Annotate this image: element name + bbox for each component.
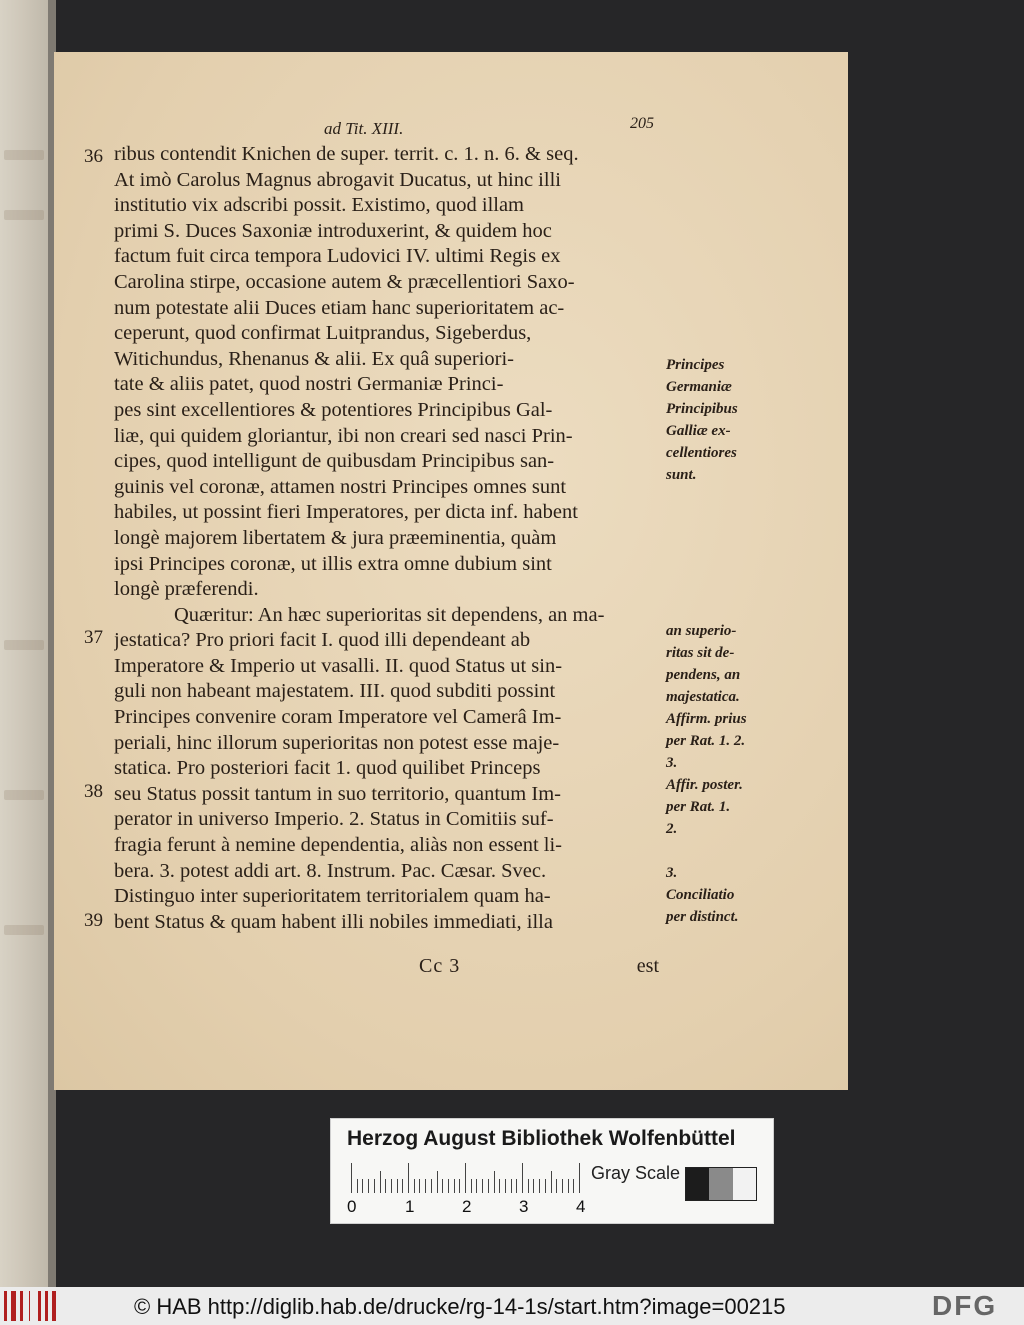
barcode-stripe bbox=[11, 1291, 16, 1321]
barcode-stripe bbox=[38, 1291, 41, 1321]
barcode-icon bbox=[4, 1291, 48, 1321]
margin-note-line: pendens, an bbox=[666, 667, 741, 683]
swatch-dark bbox=[686, 1168, 709, 1200]
swatch-light bbox=[733, 1168, 756, 1200]
margin-note-line: Galliæ ex- bbox=[666, 423, 731, 439]
margin-note-line: 3. bbox=[666, 755, 678, 771]
ruler-tick bbox=[437, 1171, 438, 1193]
scale-ruler bbox=[351, 1163, 581, 1193]
text-line: perator in universo Imperio. 2. Status in Comitiis suf- bbox=[114, 808, 554, 831]
text-line: habiles, ut possint fieri Imperatores, per dicta inf. habent bbox=[114, 501, 578, 524]
margin-note-line: Affir. poster. bbox=[666, 777, 743, 793]
ruler-tick bbox=[505, 1179, 506, 1193]
dfg-logo: DFG bbox=[932, 1290, 998, 1321]
scale-number: 1 bbox=[405, 1197, 415, 1216]
main-text-block bbox=[114, 142, 659, 935]
margin-note-line: cellentiores bbox=[666, 445, 737, 461]
line-number: 38 bbox=[84, 781, 103, 802]
ruler-tick bbox=[482, 1179, 483, 1193]
text-line: Witichundus, Rhenanus & alii. Ex quâ superiori- bbox=[114, 347, 514, 370]
catchword: est bbox=[636, 955, 659, 977]
text-line: guinis vel coronæ, attamen nostri Principes omnes sunt bbox=[114, 475, 567, 498]
ruler-tick bbox=[408, 1163, 409, 1193]
margin-note-line: an superio- bbox=[666, 623, 737, 639]
text-line: fragia ferunt à nemine dependentia, aliàs non essent li- bbox=[114, 834, 562, 857]
text-line: ipsi Principes coronæ, ut illis extra omne dubium sint bbox=[114, 552, 552, 575]
ruler-tick bbox=[511, 1179, 512, 1193]
page-number: 205 bbox=[630, 115, 654, 132]
text-line: longè præferendi. bbox=[114, 578, 259, 601]
signature-mark: Cc 3 bbox=[419, 955, 461, 977]
text-line: ribus contendit Knichen de super. territ. c. 1. n. 6. & seq. bbox=[114, 143, 579, 165]
bleed-through-mark bbox=[4, 150, 44, 160]
ruler-tick bbox=[414, 1179, 415, 1193]
book-page bbox=[54, 52, 848, 1090]
ruler-tick bbox=[545, 1179, 546, 1193]
ruler-tick bbox=[380, 1171, 381, 1193]
gray-scale-swatches bbox=[685, 1167, 757, 1201]
margin-note-line: Conciliatio bbox=[666, 887, 735, 903]
text-line: num potestate alii Duces etiam hanc superioritatem ac- bbox=[114, 296, 565, 319]
facing-page-edge bbox=[0, 0, 52, 1287]
text-line: liæ, qui quidem gloriantur, ibi non creari sed nasci Prin- bbox=[114, 424, 573, 447]
copyright-url[interactable]: © HAB http://diglib.hab.de/drucke/rg-14-1s/start.htm?image=00215 bbox=[134, 1294, 786, 1319]
margin-note-line: 2. bbox=[666, 821, 678, 837]
library-name: Herzog August Bibliothek Wolfenbüttel bbox=[347, 1127, 736, 1150]
bleed-through-mark bbox=[4, 640, 44, 650]
margin-note-line: majestatica. bbox=[666, 689, 740, 705]
barcode-stripe bbox=[52, 1291, 57, 1321]
ruler-tick bbox=[533, 1179, 534, 1193]
ruler-tick bbox=[374, 1179, 375, 1193]
margin-note-line: per Rat. 1. 2. bbox=[666, 733, 746, 749]
text-line: tate & aliis patet, quod nostri Germaniæ Princi- bbox=[114, 373, 504, 396]
margin-note-line bbox=[666, 840, 747, 862]
ruler-tick bbox=[431, 1179, 432, 1193]
ruler-tick bbox=[539, 1179, 540, 1193]
ruler-tick bbox=[516, 1179, 517, 1193]
ruler-tick bbox=[419, 1179, 420, 1193]
ruler-tick bbox=[351, 1163, 352, 1193]
ruler-tick bbox=[579, 1163, 580, 1193]
ruler-tick bbox=[568, 1179, 569, 1193]
ruler-tick bbox=[442, 1179, 443, 1193]
ruler-tick bbox=[402, 1179, 403, 1193]
text-line: Carolina stirpe, occasione autem & præcellentiori Saxo- bbox=[114, 270, 575, 293]
barcode-stripe bbox=[20, 1291, 23, 1321]
ruler-tick bbox=[562, 1179, 563, 1193]
bleed-through-mark bbox=[4, 210, 44, 220]
margin-note-line: per distinct. bbox=[666, 909, 739, 925]
barcode-stripe bbox=[45, 1291, 48, 1321]
ruler-tick bbox=[385, 1179, 386, 1193]
ruler-tick bbox=[357, 1179, 358, 1193]
text-line: Distinguo inter superioritatem territorialem quam ha- bbox=[114, 885, 551, 908]
text-line: factum fuit circa tempora Ludovici IV. ultimi Regis ex bbox=[114, 245, 561, 268]
margin-note-superioritas bbox=[666, 620, 747, 928]
text-line: Quæritur: An hæc superioritas sit dependens, an ma- bbox=[174, 603, 605, 626]
scale-number: 4 bbox=[576, 1197, 586, 1216]
margin-note-line: per Rat. 1. bbox=[666, 799, 731, 815]
text-line: pes sint excellentiores & potentiores Principibus Gal- bbox=[114, 398, 553, 421]
text-line: cipes, quod intelligunt de quibusdam Principibus san- bbox=[114, 450, 555, 473]
margin-note-line: sunt. bbox=[666, 467, 697, 483]
ruler-tick bbox=[573, 1179, 574, 1193]
text-line: guli non habeant majestatem. III. quod subditi possint bbox=[114, 680, 556, 703]
footer-bar bbox=[0, 1287, 1024, 1325]
margin-note-line: Affirm. prius bbox=[666, 711, 747, 727]
ruler-tick bbox=[476, 1179, 477, 1193]
ruler-tick bbox=[465, 1163, 466, 1193]
text-line: longè majorem libertatem & jura præeminentia, quàm bbox=[114, 526, 557, 549]
page-header bbox=[54, 115, 848, 143]
ruler-tick bbox=[494, 1171, 495, 1193]
text-line: Imperatore & Imperio ut vasalli. II. quod Status ut sin- bbox=[114, 654, 563, 677]
ruler-tick bbox=[499, 1179, 500, 1193]
ruler-tick bbox=[425, 1179, 426, 1193]
ruler-tick bbox=[551, 1171, 552, 1193]
scale-number: 3 bbox=[519, 1197, 529, 1216]
text-line: Principes convenire coram Imperatore vel Camerâ Im- bbox=[114, 706, 562, 729]
gray-scale-label: Gray Scale bbox=[591, 1163, 681, 1183]
ruler-tick bbox=[488, 1179, 489, 1193]
running-title: ad Tit. XIII. bbox=[324, 119, 404, 138]
ruler-tick bbox=[391, 1179, 392, 1193]
ruler-tick bbox=[471, 1179, 472, 1193]
line-number: 36 bbox=[84, 146, 103, 167]
swatch-mid bbox=[709, 1168, 732, 1200]
margin-note-line: ritas sit de- bbox=[666, 645, 735, 661]
text-line: bent Status & quam habent illi nobiles immediati, illa bbox=[114, 910, 553, 933]
margin-note-line: Principes bbox=[666, 357, 725, 373]
text-line: At imò Carolus Magnus abrogavit Ducatus, ut hinc illi bbox=[114, 168, 561, 191]
line-number: 37 bbox=[84, 627, 103, 648]
margin-note-line: Principibus bbox=[666, 401, 738, 417]
ruler-tick bbox=[556, 1179, 557, 1193]
ruler-tick bbox=[362, 1179, 363, 1193]
scale-number: 2 bbox=[462, 1197, 472, 1216]
scale-number: 0 bbox=[347, 1197, 357, 1216]
margin-note-line: Germaniæ bbox=[666, 379, 732, 395]
ruler-tick bbox=[454, 1179, 455, 1193]
margin-note-principes bbox=[666, 354, 738, 486]
ruler-tick bbox=[459, 1179, 460, 1193]
scale-numbers bbox=[347, 1197, 587, 1219]
library-color-target-label bbox=[330, 1118, 774, 1224]
barcode-stripe bbox=[29, 1291, 31, 1321]
ruler-tick bbox=[397, 1179, 398, 1193]
text-line: primi S. Duces Saxoniæ introduxerint, & quidem hoc bbox=[114, 219, 552, 242]
ruler-tick bbox=[448, 1179, 449, 1193]
ruler-tick bbox=[522, 1163, 523, 1193]
line-number: 39 bbox=[84, 910, 103, 931]
text-line: periali, hinc illorum superioritas non potest esse maje- bbox=[114, 731, 560, 754]
text-line: seu Status possit tantum in suo territorio, quantum Im- bbox=[114, 782, 561, 805]
bleed-through-mark bbox=[4, 925, 44, 935]
text-line: ceperunt, quod confirmat Luitprandus, Sigeberdus, bbox=[114, 322, 532, 345]
bleed-through-mark bbox=[4, 790, 44, 800]
ruler-tick bbox=[528, 1179, 529, 1193]
text-line: institutio vix adscribi possit. Existimo, quod illam bbox=[114, 194, 524, 217]
text-line: jestatica? Pro priori facit I. quod illi dependeant ab bbox=[114, 629, 531, 652]
ruler-tick bbox=[368, 1179, 369, 1193]
text-line: bera. 3. potest addi art. 8. Instrum. Pac. Cæsar. Svec. bbox=[114, 859, 547, 882]
text-line: statica. Pro posteriori facit 1. quod quilibet Princeps bbox=[114, 757, 541, 780]
margin-note-line: 3. bbox=[666, 865, 678, 881]
barcode-stripe bbox=[4, 1291, 7, 1321]
